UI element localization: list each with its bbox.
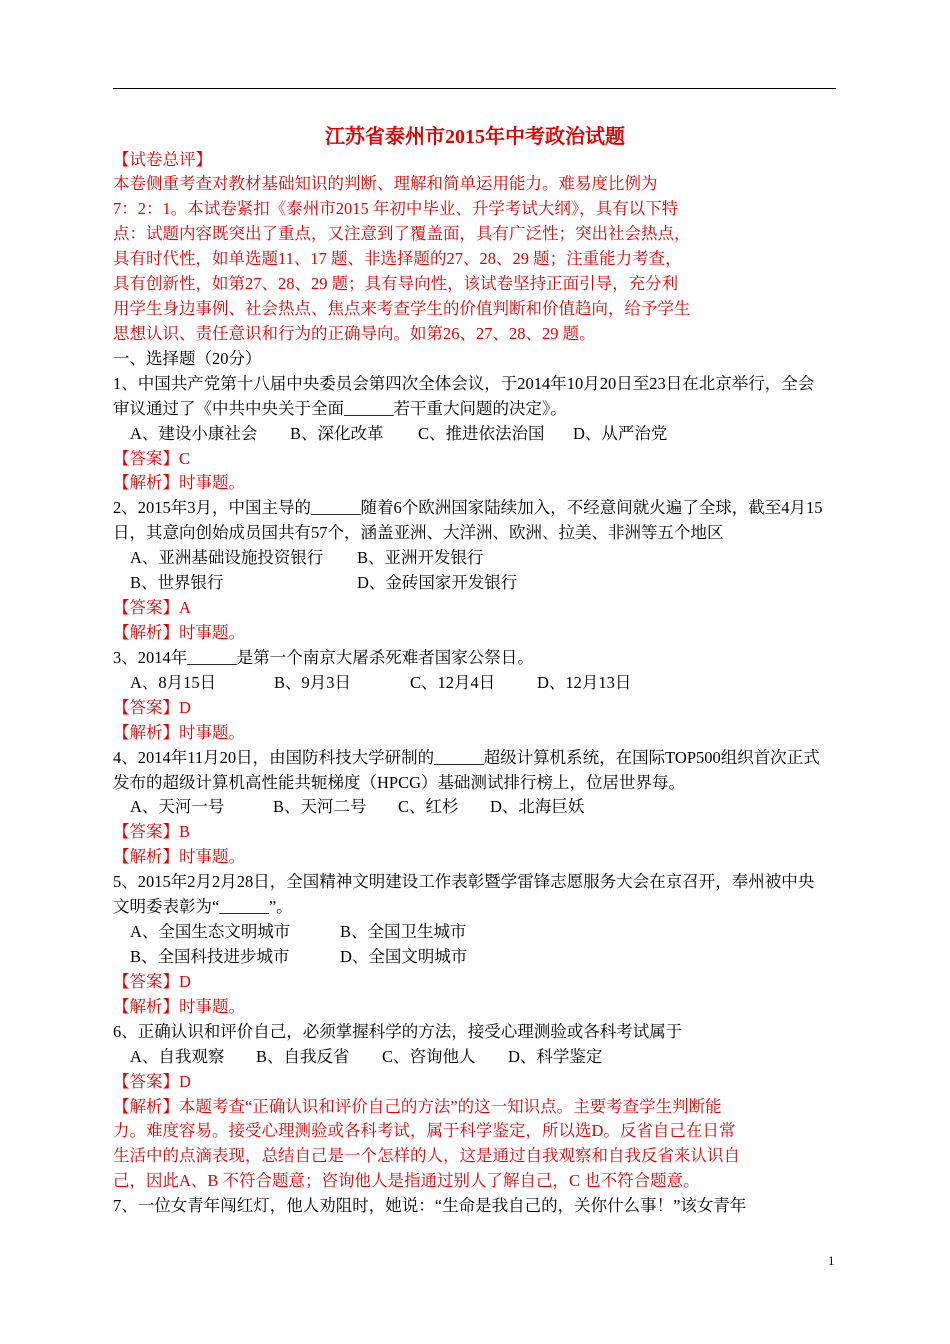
answer-value: D <box>179 697 191 717</box>
analysis-label: 【解析】 <box>113 996 179 1016</box>
analysis-label: 【解析】 <box>113 1096 179 1116</box>
analysis-text: 时事题。 <box>179 473 245 493</box>
option-b: B、自我反省 <box>256 1046 350 1066</box>
question-2-options <box>113 571 853 596</box>
question-4-stem: 4、2014年11月20日，由国防科技大学研制的______超级计算机系统，在国际TOP500组织首次正式 <box>113 747 820 767</box>
answer-label: 【答案】 <box>113 598 179 618</box>
analysis-text: 时事题。 <box>179 722 245 742</box>
option-a: A、全国生态文明城市 <box>130 922 291 942</box>
question-2-options <box>113 546 853 571</box>
option-b: B、深化改革 <box>290 423 384 443</box>
question-6-analysis: 生活中的点滴表现，总结自己是一个怎样的人，这是通过自我观察和自我反省来认识自 <box>113 1146 740 1166</box>
question-1-analysis <box>113 471 853 496</box>
question-5-stem: 5、2015年2月2月28日，全国精神文明建设工作表彰暨学雷锋志愿服务大会在京召开，奉州被中央 <box>113 872 815 892</box>
question-5-answer <box>113 970 853 995</box>
question-4-analysis <box>113 845 853 870</box>
question-2-stem: 日，其意向创始成员国共有57个，涵盖亚洲、大洋洲、欧洲、拉美、非洲等五个地区 <box>113 523 724 543</box>
question-6-answer <box>113 1070 853 1095</box>
question-2-answer <box>113 596 853 621</box>
option-b: B、全国卫生城市 <box>340 922 467 942</box>
header-rule <box>113 88 836 89</box>
page-title: 江苏省泰州市2015年中考政治试题 <box>325 126 625 148</box>
question-6-analysis <box>113 1095 853 1120</box>
question-6-stem: 6、正确认识和评价自己，必须掌握科学的方法，接受心理测验或各科考试属于 <box>113 1021 683 1041</box>
analysis-label: 【解析】 <box>113 473 179 493</box>
answer-value: D <box>179 1071 191 1091</box>
answer-label: 【答案】 <box>113 697 179 717</box>
question-5-stem: 文明委表彰为“______”。 <box>113 897 293 917</box>
answer-label: 【答案】 <box>113 971 179 991</box>
option-b: B、天河二号 <box>273 797 367 817</box>
option-a: A、建设小康社会 <box>130 423 258 443</box>
answer-value: B <box>179 822 191 842</box>
analysis-label: 【解析】 <box>113 623 179 643</box>
option-c: C、咨询他人 <box>382 1046 476 1066</box>
review-line: 本卷侧重考查对教材基础知识的判断、理解和简单运用能力。难易度比例为 <box>113 174 658 194</box>
answer-value: A <box>179 598 191 618</box>
option-b: B、亚洲开发银行 <box>357 548 484 568</box>
option-a: A、自我观察 <box>130 1046 225 1066</box>
question-3-analysis <box>113 721 853 746</box>
review-line: 用学生身边事例、社会热点、焦点来考查学生的价值判断和价值趋向，给予学生 <box>113 299 691 319</box>
question-4-stem: 发布的超级计算机高性能共轭梯度（HPCG）基础测试排行榜上，位居世界每。 <box>113 772 686 792</box>
analysis-label: 【解析】 <box>113 847 179 867</box>
question-6-analysis: 力。难度容易。接受心理测验或各科考试，属于科学鉴定，所以选D。反省自己在日常 <box>113 1121 736 1141</box>
option-b: B、9月3日 <box>274 672 352 692</box>
question-4-options <box>113 795 853 820</box>
question-2-stem: 2、2015年3月，中国主导的______随着6个欧洲国家陆续加入，不经意间就火遍了全球，截至4月15 <box>113 498 823 518</box>
review-line: 具有创新性，如第27、28、29 题；具有导向性，该试卷坚持正面引导，充分利 <box>113 274 679 294</box>
section-heading: 一、选择题（20分） <box>113 348 262 368</box>
option-c: C、红杉 <box>398 797 459 817</box>
answer-value: D <box>179 971 191 991</box>
option-a: A、亚洲基础设施投资银行 <box>130 548 324 568</box>
answer-label: 【答案】 <box>113 1071 179 1091</box>
option-c: B、全国科技进步城市 <box>130 947 290 966</box>
question-1-stem: 审议通过了《中共中央关于全面______若干重大问题的决定》。 <box>113 398 567 418</box>
question-1-stem: 1、中国共产党第十八届中央委员会第四次全体会议，于2014年10月20日至23日在北京举行，全会 <box>113 373 815 393</box>
question-6-analysis: 己，因此A、B 不符合题意；咨询他人是指通过别人了解自己，C 也不符合题意。 <box>113 1171 700 1191</box>
question-6-options <box>113 1045 853 1070</box>
question-3-answer <box>113 696 853 721</box>
review-line: 7：2：1。本试卷紧扣《泰州市2015 年初中毕业、升学考试大纲》，具有以下特 <box>113 199 679 219</box>
question-1-answer <box>113 447 853 472</box>
answer-label: 【答案】 <box>113 448 179 468</box>
question-5-options <box>113 920 853 945</box>
question-2-analysis <box>113 621 853 646</box>
question-1-options <box>113 422 853 447</box>
review-label: 【试卷总评】 <box>113 149 212 169</box>
review-line: 具有时代性，如单选题11、17 题、非选择题的27、28、29 题；注重能力考查， <box>113 249 682 269</box>
answer-label: 【答案】 <box>113 822 179 842</box>
review-line: 思想认识、责任意识和行为的正确导向。如第26、27、28、29 题。 <box>113 323 596 343</box>
option-a: A、8月15日 <box>130 672 217 692</box>
analysis-label: 【解析】 <box>113 722 179 742</box>
page-number: 1 <box>828 1253 835 1268</box>
question-5-analysis <box>113 995 853 1020</box>
option-d: D、科学鉴定 <box>508 1046 603 1066</box>
question-4-answer <box>113 820 853 845</box>
option-c: C、推进依法治国 <box>418 423 545 443</box>
option-d: D、金砖国家开发银行 <box>357 573 518 593</box>
analysis-text: 时事题。 <box>179 996 245 1016</box>
question-3-options <box>113 671 853 696</box>
option-d: D、从严治党 <box>573 423 668 443</box>
question-3-stem: 3、2014年______是第一个南京大屠杀死难者国家公祭日。 <box>113 647 534 667</box>
question-5-options <box>113 945 853 970</box>
option-d: D、全国文明城市 <box>340 947 468 966</box>
option-d: D、12月13日 <box>537 672 632 692</box>
analysis-text: 时事题。 <box>179 847 245 867</box>
question-7-stem: 7、一位女青年闯红灯，他人劝阻时，她说：“生命是我自己的，关你什么事！”该女青年 <box>113 1196 747 1216</box>
option-a: A、天河一号 <box>130 797 225 817</box>
analysis-text: 本题考查“正确认识和评价自己的方法”的这一知识点。主要考查学生判断能 <box>179 1096 722 1116</box>
answer-value: C <box>179 448 191 468</box>
option-d: D、北海巨妖 <box>490 797 585 817</box>
document-body <box>113 148 853 1220</box>
review-line: 点：试题内容既突出了重点，又注意到了覆盖面，具有广泛性；突出社会热点， <box>113 224 691 244</box>
option-c: C、12月4日 <box>410 672 496 692</box>
option-c: B、世界银行 <box>130 573 224 593</box>
analysis-text: 时事题。 <box>179 623 245 643</box>
